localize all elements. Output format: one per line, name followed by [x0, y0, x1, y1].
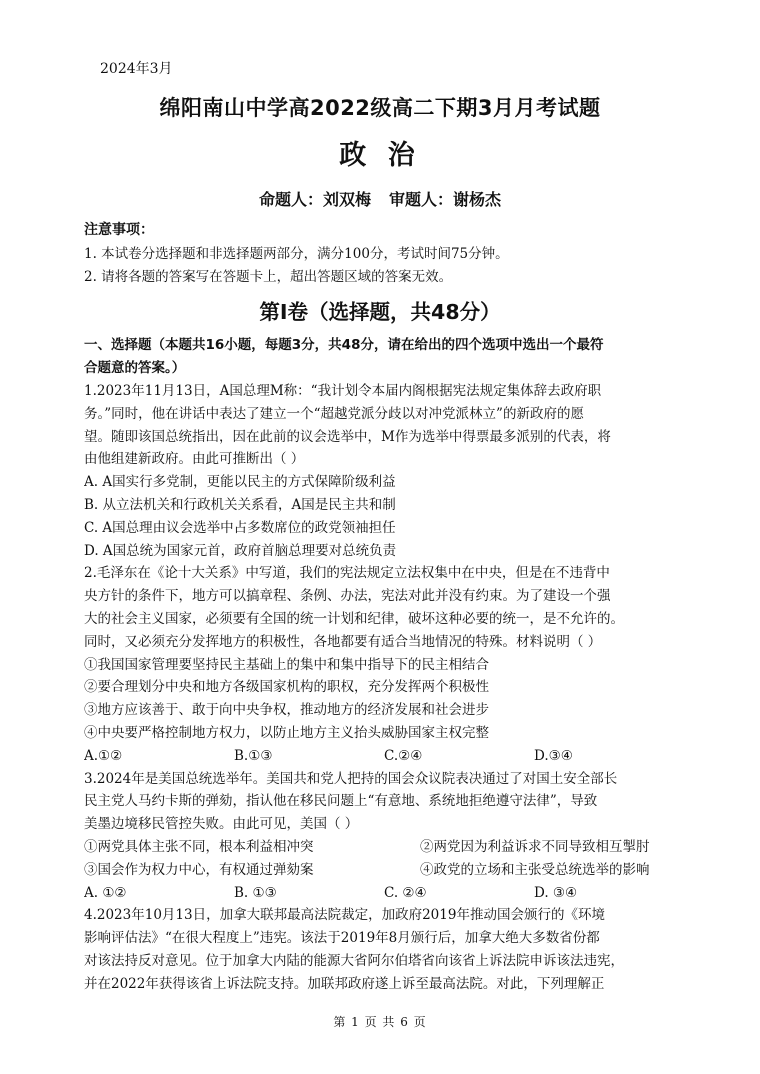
- q2-statement: ①我国国家管理要坚持民主基础上的集中和集中指导下的民主相结合: [84, 656, 489, 673]
- q2-statement: ④中央要严格控制地方权力，以防止地方主义抬头威胁国家主权完整: [84, 724, 489, 741]
- q3-stem-line: 3.2024年是美国总统选举年。美国共和党人把持的国会众议院表决通过了对国土安全部长: [84, 770, 618, 787]
- q1-stem-line: 望。随即该国总统指出，因在此前的议会选举中，M作为选举中得票最多派别的代表，将: [84, 428, 611, 445]
- q3-stem-line: 民主党人马约卡斯的弹劾，指认他在移民问题上“有意地、系统地拒绝遵守法律”，导致: [84, 793, 598, 810]
- q2-stem-line: 大的社会主义国家，必须要有全国的统一计划和纪律，破坏这种必要的统一，是不允许的。: [84, 610, 624, 627]
- q3-statement: ②两党因为利益诉求不同导致相互掣肘: [420, 838, 650, 855]
- question-reviewer: 审题人：谢杨杰: [389, 190, 502, 209]
- q1-option-a: A. A国实行多党制，更能以民主的方式保障阶级利益: [84, 474, 396, 491]
- q4-stem-line: 并在2022年获得该省上诉法院支持。加联邦政府遂上诉至最高法院。对此，下列理解正: [84, 975, 605, 992]
- q4-stem-line: 4.2023年10月13日，加拿大联邦最高法院裁定，加政府2019年推动国会颁行的《环境: [84, 907, 605, 924]
- q3-statement-row: [84, 836, 684, 859]
- q3-stem-line: 美墨边境移民管控失败。由此可见，美国（ ）: [84, 816, 359, 833]
- notice-list: [84, 243, 684, 289]
- q1-stem-line: 1.2023年11月13日，A国总理M称：“我计划令本届内阁根据宪法规定集体辞去政府职: [84, 383, 602, 399]
- q1-option-d: D. A国总统为国家元首，政府首脑总理要对总统负责: [84, 542, 397, 559]
- q3-option-a: A. ①②: [84, 884, 127, 901]
- q1-option-c: C. A国总理由议会选举中占多数席位的政党领袖担任: [84, 519, 396, 536]
- q2-option-d: D.③④: [534, 747, 573, 764]
- q2-stem-line: 同时，又必须充分发挥地方的积极性，各地都要有适合当地情况的特殊。材料说明（ ）: [84, 633, 602, 650]
- q1-option-b: B. 从立法机关和行政机关关系看，A国是民主共和制: [84, 496, 396, 513]
- notice-item: 2. 请将各题的答案写在答题卡上，超出答题区域的答案无效。: [84, 268, 453, 285]
- q3-option-b: B. ①③: [234, 884, 277, 901]
- q2-option-b: B.①③: [234, 747, 273, 764]
- exam-date: 2024年3月: [100, 61, 173, 77]
- q4-stem-line: 对该法持反对意见。位于加拿大内陆的能源大省阿尔伯塔省向该省上诉法院申诉该法违宪，: [84, 952, 624, 969]
- notice-item: 1. 本试卷分选择题和非选择题两部分，满分100分，考试时间75分钟。: [84, 246, 509, 262]
- questions-body: [84, 380, 684, 996]
- q2-statement: ③地方应该善于、敢于向中央争权，推动地方的经济发展和社会进步: [84, 702, 489, 719]
- q3-statement: ③国会作为权力中心，有权通过弹劾案: [84, 861, 314, 878]
- notice-heading: 注意事项：: [84, 222, 154, 238]
- authors-line: [0, 187, 760, 210]
- q2-options: [84, 745, 684, 768]
- q3-options: [84, 882, 684, 905]
- q4-stem-line: 影响评估法》“在很大程度上”违宪。该法于2019年8月颁行后，加拿大绝大多数省份都: [84, 930, 600, 947]
- q2-stem-line: 央方针的条件下，地方可以搞章程、条例、办法，宪法对此并没有约束。为了建设一个强: [84, 588, 611, 605]
- q3-statement: ①两党具体主张不同，根本利益相冲突: [84, 838, 314, 855]
- section-heading-line: 合题意的答案。）: [84, 360, 186, 376]
- q1-stem-line: 务。”同时，他在讲话中表达了建立一个“超越党派分歧以对冲党派林立”的新政府的愿: [84, 405, 584, 422]
- q2-option-c: C.②④: [384, 747, 423, 764]
- page-footer: 第 1 页 共 6 页: [333, 1015, 427, 1029]
- q3-statement: ④政党的立场和主张受总统选举的影响: [420, 861, 650, 878]
- question-author: 命题人：刘双梅: [258, 190, 371, 209]
- q2-option-a: A.①②: [84, 747, 123, 764]
- volume-title: 第Ⅰ卷（选择题，共48分）: [259, 300, 501, 324]
- exam-title: 绵阳南山中学高2022级高二下期3月月考试题: [159, 96, 601, 120]
- section-heading-line: 一、选择题（本题共16小题，每题3分，共48分，请在给出的四个选项中选出一个最符: [84, 337, 604, 353]
- q3-option-c: C. ②④: [384, 884, 427, 901]
- section-heading: [84, 334, 684, 380]
- q3-option-d: D. ③④: [534, 884, 578, 901]
- q1-stem-line: 由他组建新政府。由此可推断出（ ）: [84, 451, 305, 468]
- q2-stem-line: 2.毛泽东在《论十大关系》中写道，我们的宪法规定立法权集中在中央，但是在不违背中: [84, 565, 610, 582]
- q2-statement: ②要合理划分中央和地方各级国家机构的职权，充分发挥两个积极性: [84, 679, 489, 696]
- q3-statement-row: [84, 859, 684, 882]
- subject-title: 政 治: [339, 140, 421, 171]
